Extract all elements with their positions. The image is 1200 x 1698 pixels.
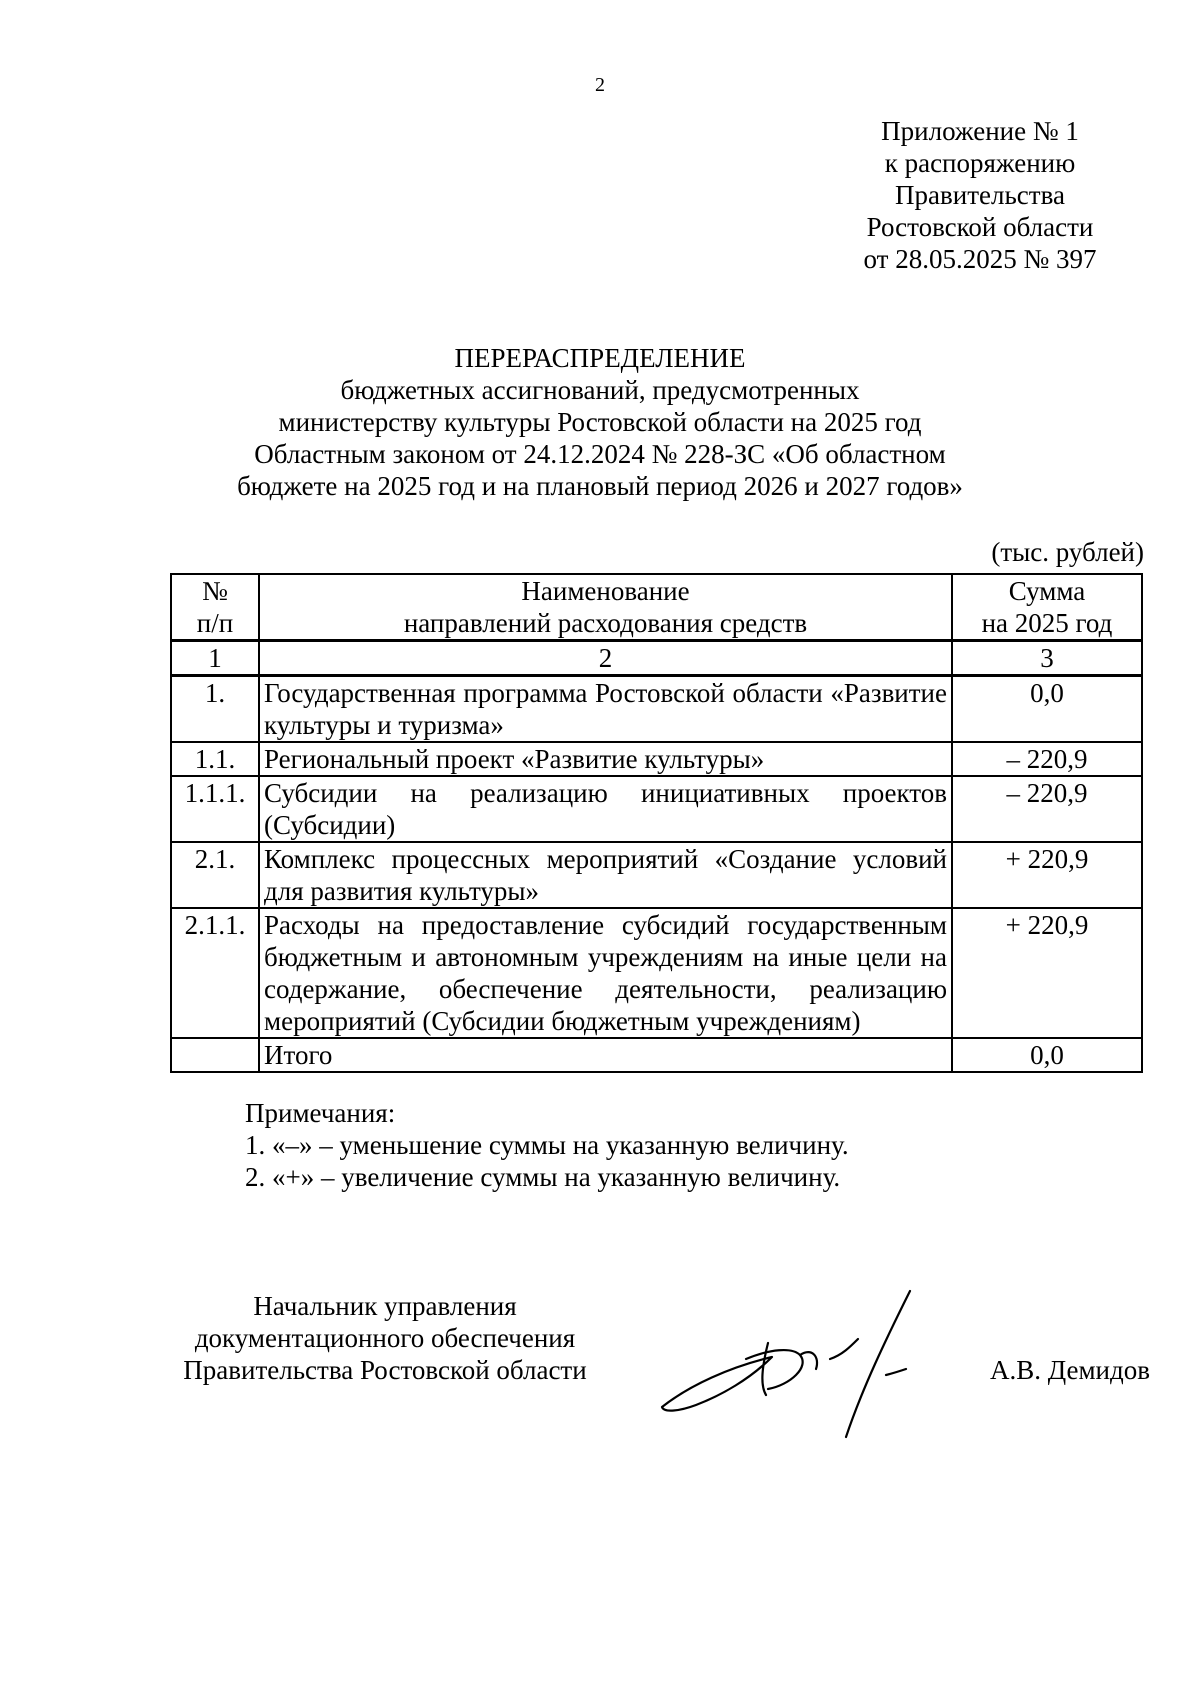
row-sum: + 220,9 xyxy=(952,842,1142,908)
notes-heading: Примечания: xyxy=(245,1098,396,1128)
page-number: 2 xyxy=(595,74,605,96)
table-total-row xyxy=(171,1038,1142,1072)
header-name xyxy=(259,574,952,641)
row-num: 1.1.1. xyxy=(171,776,259,842)
row-sum: 0,0 xyxy=(952,676,1142,743)
table-row xyxy=(171,676,1142,743)
row-num: 2.1. xyxy=(171,842,259,908)
table-row xyxy=(171,776,1142,842)
unit-note: (тыс. рублей) xyxy=(991,537,1144,567)
signer-title xyxy=(170,1290,600,1386)
header-num-line: п/п xyxy=(196,608,234,638)
row-name: Комплекс процессных мероприятий «Создание условий для развития культуры» xyxy=(259,842,952,908)
row-sum: – 220,9 xyxy=(952,742,1142,776)
row-name: Субсидии на реализацию инициативных проектов (Субсидии) xyxy=(259,776,952,842)
notes-block xyxy=(245,1097,849,1193)
total-label: Итого xyxy=(259,1038,952,1072)
title-line: бюджетных ассигнований, предусмотренных xyxy=(340,375,860,405)
title-line: бюджете на 2025 год и на плановый период 2026 и 2027 годов» xyxy=(237,471,963,501)
appendix-line: от 28.05.2025 № 397 xyxy=(863,244,1097,274)
title-heading: ПЕРЕРАСПРЕДЕЛЕНИЕ xyxy=(454,343,746,373)
appendix-line: к распоряжению xyxy=(884,148,1076,178)
row-name: Государственная программа Ростовской области «Развитие культуры и туризма» xyxy=(259,676,952,743)
table-row xyxy=(171,908,1142,1038)
total-num xyxy=(171,1038,259,1072)
row-num: 1.1. xyxy=(171,742,259,776)
header-sum-line: Сумма xyxy=(1008,576,1086,606)
table-header-row xyxy=(171,574,1142,641)
row-num: 1. xyxy=(171,676,259,743)
column-number: 3 xyxy=(952,641,1142,676)
row-sum: + 220,9 xyxy=(952,908,1142,1038)
signer-name: А.В. Демидов xyxy=(989,1355,1150,1385)
row-name: Региональный проект «Развитие культуры» xyxy=(259,742,952,776)
column-number: 1 xyxy=(171,641,259,676)
budget-table xyxy=(170,573,1143,1073)
row-sum: – 220,9 xyxy=(952,776,1142,842)
header-sum xyxy=(952,574,1142,641)
header-name-line: Наименование xyxy=(521,576,690,606)
header-num xyxy=(171,574,259,641)
header-name-line: направлений расходования средств xyxy=(403,608,808,638)
signature-icon xyxy=(650,1285,950,1445)
row-name: Расходы на предоставление субсидий государственным бюджетным и автономным учреждениям на иные цели на содержание, обеспечение деятельности, реализацию мероприятий (Субсидии бюджетным учреждениям) xyxy=(259,908,952,1038)
signer-title-line: Начальник управления xyxy=(253,1291,517,1321)
note-item: 1. «–» – уменьшение суммы на указанную величину. xyxy=(245,1130,849,1160)
table-row xyxy=(171,742,1142,776)
note-item: 2. «+» – увеличение суммы на указанную величину. xyxy=(245,1162,841,1192)
title-line: Областным законом от 24.12.2024 № 228-ЗС «Об областном xyxy=(254,439,946,469)
column-number: 2 xyxy=(259,641,952,676)
signer-title-line: документационного обеспечения xyxy=(194,1323,576,1353)
title-line: министерству культуры Ростовской области на 2025 год xyxy=(278,407,922,437)
column-numbers-row xyxy=(171,641,1142,676)
appendix-line: Правительства xyxy=(895,180,1065,210)
document-title xyxy=(0,342,1200,502)
header-num-line: № xyxy=(202,576,228,606)
row-num: 2.1.1. xyxy=(171,908,259,1038)
header-sum-line: на 2025 год xyxy=(981,608,1113,638)
signer-title-line: Правительства Ростовской области xyxy=(183,1355,587,1385)
appendix-block xyxy=(800,115,1160,275)
appendix-line: Ростовской области xyxy=(866,212,1094,242)
total-sum: 0,0 xyxy=(952,1038,1142,1072)
appendix-line: Приложение № 1 xyxy=(881,116,1079,146)
table-row xyxy=(171,842,1142,908)
